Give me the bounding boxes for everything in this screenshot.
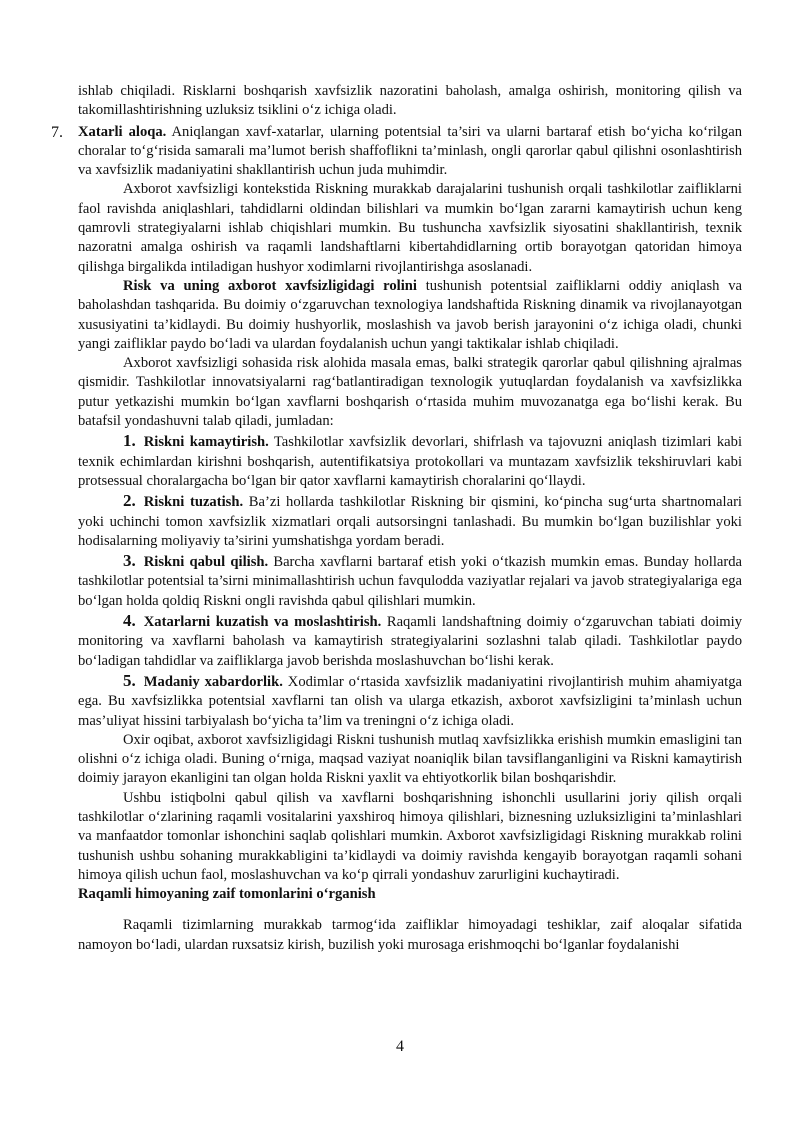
list-number: 4.	[123, 611, 136, 631]
paragraph: Oxir oqibat, axborot xavfsizligidagi Riskni tushunish mutlaq xavfsizlikka erishish mumkin emasligini tan olishni o‘z ichiga oladi. Buning o‘rniga, maqsad vaziyat noaniqlik bilan tavsiflanganligini va Riskni kamaytirish doimiy jarayon ekanligini tan olgan holda Riskni yaxlit va ehtiyotkorlik bilan boshqarishdir.	[78, 731, 742, 787]
list-item-1	[78, 431, 742, 491]
list-item-text: Xodimlar o‘rtasida xavfsizlik madaniyatini rivojlantirish muhim ahamiyatga ega. Bu xavfsizlikka potentsial xavflarni tan olish va ularga etkazish, axborot xavfsizligini ta’minlash uchun mas’uliyat hissini tarbiyalash bo‘yicha ta’lim va treningni o‘z ichiga oladi.	[78, 673, 742, 729]
list-item-5	[78, 671, 742, 731]
paragraph-bold-lead: Risk va uning axborot xavfsizligidagi rolini	[123, 277, 417, 294]
list-number: 3.	[123, 551, 136, 571]
page-number: 4	[396, 1038, 404, 1055]
list-item-4	[78, 611, 742, 671]
list-number: 1.	[123, 431, 136, 451]
paragraph: Axborot xavfsizligi sohasida risk alohida masala emas, balki strategik qarorlar qabul qilishning ajralmas qismidir. Tashkilotlar innovatsiyalarni rag‘batlantiradigan texnologik yutuqlardan foydalanish va xavfsizlikka putur yetkazishi mumkin bo‘lgan xavflarni boshqarish o‘rtasida muhim muvozanatga ega bo‘lishi kerak. Bu batafsil yondashuvni talab qiladi, jumladan:	[78, 355, 742, 430]
paragraph-text: tushunish potentsial zaifliklarni oddiy aniqlash va baholashdan tashqarida. Bu doimiy o‘zgaruvchan texnologiya landshaftida Riskning dinamik va rivojlanayotgan xususiyatini ta’kidlaydi. Bu doimiy hushyorlik, moslashish va javob berish jarayonini o‘z ichiga oladi, chunki yangi zaifliklar paydo bo‘ladi va ulardan foydalanish uchun yangi taktikalar ishlab chiqiladi.	[78, 277, 743, 352]
document-page	[51, 82, 743, 955]
list-item-title: Xatarlarni kuzatish va moslashtirish.	[143, 614, 382, 631]
list-item-text: Raqamli landshaftning doimiy o‘zgaruvchan tabiati doimiy monitoring va xavflarni baholash va kamaytirish strategiyalarini sozlashni talab qiladi. Tashkilotlar paydo bo‘ladigan tahdidlar va zaifliklarga javob berishda moslashuvchan bo‘lishi kerak.	[78, 614, 742, 669]
list-item-text: Barcha xavflarni bartaraf etish yoki o‘tkazish mumkin emas. Bunday hollarda tashkilotlar potentsial ta’sirni minimallashtirish uchun favqulodda vaziyatlar rejalari va javob strategiyalariga ega bo‘lgan holda qoldiq Riskni ongli ravishda qabul qilishlari mumkin.	[78, 554, 742, 609]
list-item-title: Madaniy xabardorlik.	[143, 673, 283, 690]
list-number: 7.	[51, 123, 63, 141]
paragraph	[78, 277, 742, 354]
list-number: 5.	[123, 670, 136, 690]
list-item-title: Riskni qabul qilish.	[143, 554, 269, 571]
paragraph: Ushbu istiqbolni qabul qilish va xavflarni boshqarishning ishonchli usullarini joriy qilish orqali tashkilotlar o‘zlarining raqamli vositalarini yaxshiroq himoya qilishlari, biznesning uzluksizligini ta’minlashlari va manfaatdor tomonlar ishonchini saqlab qolishlari mumkin. Axborot xavfsizligidagi Riskning murakkab rolini tushunish ushbu sohaning murakkabligini ta’kidlaydi va doimiy ravishda kengayib borayotgan raqamli sohani himoya qilish uchun faol, moslashuvchan va ko‘p qirrali yondashuv zarurligini kuchaytiradi.	[78, 789, 742, 883]
list-item-3	[78, 551, 742, 611]
paragraph: Raqamli tizimlarning murakkab tarmog‘ida zaifliklar himoyadagi teshiklar, zaif aloqalar sifatida namoyon bo‘ladi, ulardan ruxsatsiz kirish, buzilish yoki murosaga erishmoqchi bo‘lganlar foydalanishi	[78, 917, 742, 953]
list-item-text: Ba’zi hollarda tashkilotlar Riskning bir qismini, ko‘pincha sug‘urta shartnomalari yoki uchinchi tomon xavfsizlik xizmatlari orqali autsorsingni tanlashadi. Bu mumkin bo‘lgan buzilishlar yoki hodisalarning moliyaviy ta’sirini yumshatishga yordam beradi.	[78, 494, 742, 549]
list-item-text: Tashkilotlar xavfsizlik devorlari, shifrlash va tajovuzni aniqlash tizimlari kabi texnik echimlardan kirishni boshqarish, autentifikatsiya protokollari va muntazam xavfsizlik tekshiruvlari kabi protsessual choralargacha bo‘lgan bir qator xavflarni kamaytirish choralarini qo‘llaydi.	[78, 434, 742, 489]
list-item-title: Riskni tuzatish.	[143, 494, 244, 511]
list-item-title: Riskni kamaytirish.	[143, 434, 269, 451]
list-item-2	[78, 491, 742, 551]
paragraph-continuation: ishlab chiqiladi. Risklarni boshqarish xavfsizlik nazoratini baholash, amalga oshirish, monitoring qilish va takomillashtirishning uzluksiz tsiklini o‘z ichiga oladi.	[78, 83, 742, 119]
list-item-text: Aniqlangan xavf-xatarlar, ularning potentsial ta’siri va ularni bartaraf etish bo‘yicha ko‘rilgan choralar to‘g‘risida samarali ma’lumot berish shaffoflikni ta’minlash, ongli qarorlar qabul qilishni osonlashtirish va xavfsizlik madaniyatini shakllantirish uchun juda muhimdir.	[78, 123, 742, 179]
paragraph: Axborot xavfsizligi kontekstida Riskning murakkab darajalarini tushunish orqali tashkilotlar zaifliklarni faol ravishda aniqlashlari, tahdidlarni oldindan bilishlari va mumkin bo‘lgan zararni kamaytirish uchun keng qamrovli strategiyalarni ishlab chiqishlari mumkin. Bu tushuncha xavfsizlik siyosatini shakllantirish, texnik nazoratni amalga oshirish va raqamli landshaftlarni kibertahdidlarning ortib borayotgan qatoridan himoya qilishga birgalikda intiladigan hushyor xodimlarni rivojlantirishga asoslanadi.	[78, 181, 742, 275]
list-item-7	[51, 123, 742, 181]
list-number: 2.	[123, 491, 136, 511]
section-heading: Raqamli himoyaning zaif tomonlarini o‘rganish	[78, 886, 376, 903]
list-item-title: Xatarli aloqa.	[78, 123, 167, 140]
